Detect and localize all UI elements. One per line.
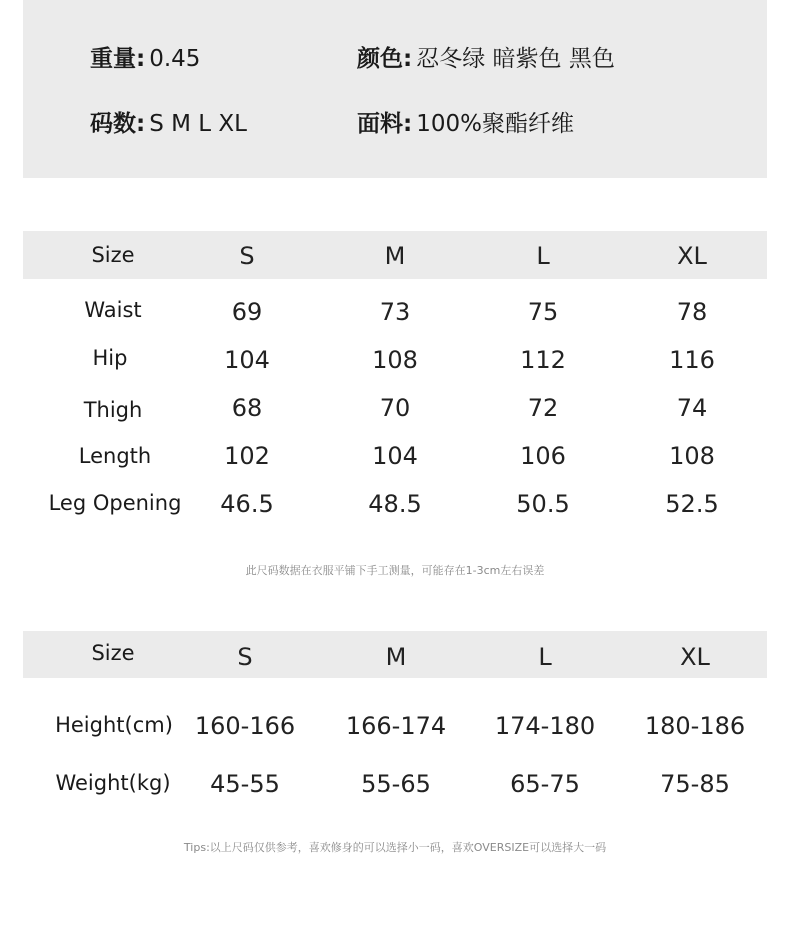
header-l: L	[538, 643, 552, 671]
table-cell: 68	[231, 394, 263, 422]
table-cell: 166-174	[345, 712, 447, 740]
table-cell: 69	[231, 298, 263, 326]
row-label-length: Length	[78, 444, 152, 468]
fabric-key: 面料:	[357, 111, 413, 137]
size-tips-note: Tips:以上尺码仅供参考，喜欢修身的可以选择小一码，喜欢OVERSIZE可以选择大一码	[183, 841, 607, 854]
row-label-weight: Weight(kg)	[55, 771, 171, 795]
header-l: L	[536, 242, 550, 270]
product-info-panel	[23, 0, 767, 178]
table-cell: 160-166	[194, 712, 296, 740]
table-cell: 116	[669, 346, 715, 374]
table-cell: 72	[527, 394, 559, 422]
table-cell: 104	[372, 442, 418, 470]
table-cell: 106	[520, 442, 566, 470]
color-value: 忍冬绿 暗紫色 黑色	[416, 46, 615, 72]
measurement-note: 此尺码数据在衣服平铺下手工测量，可能存在1-3cm左右误差	[245, 564, 545, 577]
header-m: M	[384, 242, 406, 270]
weight-key: 重量:	[90, 46, 146, 72]
sizes-value: S M L XL	[149, 111, 247, 137]
table-cell: 78	[676, 298, 708, 326]
color-key: 颜色:	[357, 46, 413, 72]
header-s: S	[237, 643, 253, 671]
header-size: Size	[91, 243, 135, 267]
fabric-value: 100%聚酯纤维	[416, 111, 574, 137]
table-cell: 45-55	[210, 770, 280, 798]
table-cell: 112	[520, 346, 566, 374]
table-cell: 102	[224, 442, 270, 470]
table-cell: 50.5	[516, 490, 570, 518]
table-cell: 65-75	[510, 770, 580, 798]
table-cell: 46.5	[220, 490, 274, 518]
table-cell: 52.5	[665, 490, 719, 518]
sizes-info	[90, 105, 247, 138]
row-label-waist: Waist	[84, 298, 142, 322]
header-s: S	[239, 242, 255, 270]
table-cell: 108	[669, 442, 715, 470]
header-xl: XL	[680, 643, 710, 671]
fabric-info	[357, 105, 574, 138]
header-size: Size	[91, 641, 135, 665]
table-cell: 104	[224, 346, 270, 374]
header-xl: XL	[677, 242, 707, 270]
size-recommendation-table	[23, 631, 767, 811]
measurement-table	[23, 231, 767, 531]
table-cell: 70	[379, 394, 411, 422]
row-label-hip: Hip	[92, 346, 128, 370]
table-cell: 108	[372, 346, 418, 374]
row-label-height: Height(cm)	[55, 713, 173, 737]
table-cell: 48.5	[368, 490, 422, 518]
table-cell: 174-180	[494, 712, 596, 740]
weight-info	[90, 40, 200, 73]
header-m: M	[385, 643, 407, 671]
table-cell: 75	[527, 298, 559, 326]
row-label-thigh: Thigh	[83, 398, 143, 422]
row-label-leg-opening: Leg Opening	[48, 491, 182, 515]
table-cell: 75-85	[660, 770, 730, 798]
table-cell: 180-186	[644, 712, 746, 740]
weight-value: 0.45	[149, 46, 201, 72]
color-info	[357, 40, 615, 73]
table-cell: 74	[676, 394, 708, 422]
sizes-key: 码数:	[90, 111, 146, 137]
table-cell: 73	[379, 298, 411, 326]
table-cell: 55-65	[361, 770, 431, 798]
